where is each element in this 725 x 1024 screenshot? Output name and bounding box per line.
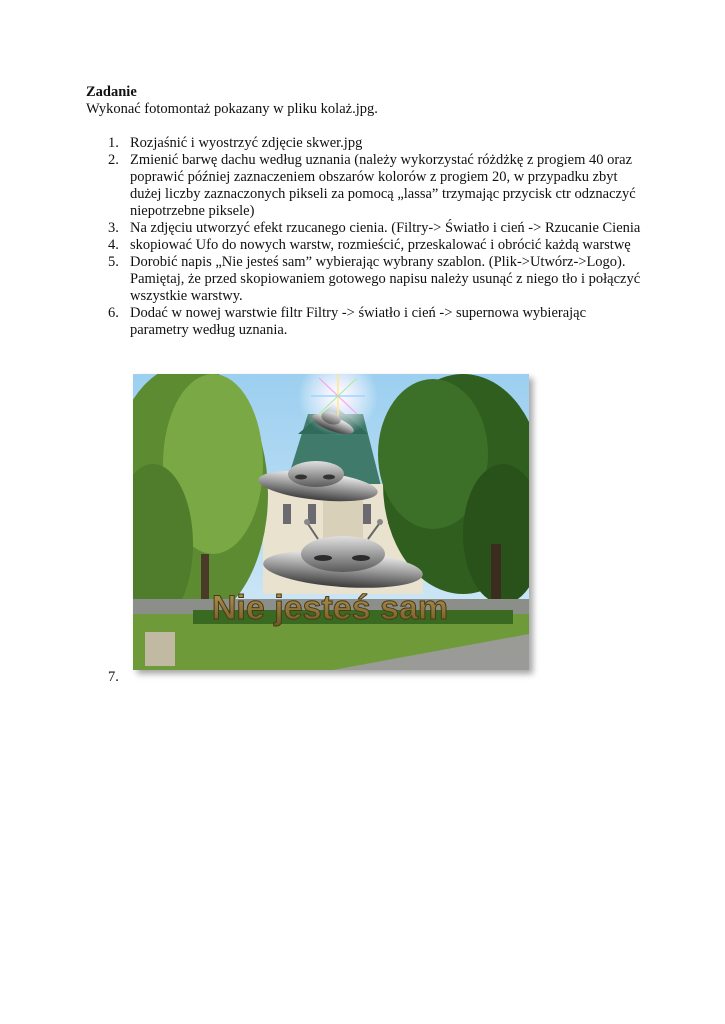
list-item	[86, 135, 646, 152]
item-text: Na zdjęciu utworzyć efekt rzucanego cienia. (Filtry-> Światło i cień -> Rzucanie Cienia	[130, 220, 641, 236]
list-item	[86, 305, 646, 339]
list-item	[86, 220, 646, 237]
collage-caption: Nie jesteś sam	[211, 589, 449, 627]
list-item	[86, 152, 646, 220]
item-text: Dodać w nowej warstwie filtr Filtry -> światło i cień -> supernowa wybierając parametry według uznania.	[130, 305, 587, 338]
item-text: skopiować Ufo do nowych warstw, rozmieścić, przeskalować i obrócić każdą warstwę	[130, 237, 631, 253]
intro-text: Wykonać fotomontaż pokazany w pliku kolaż.jpg.	[86, 101, 378, 117]
item-text: Zmienić barwę dachu według uznania (należy wykorzystać różdżkę z progiem 40 oraz poprawić później zaznaczeniem obszarów kolorów z progiem 20, w przypadku zbyt dużej liczby zaznaczonych pikseli za pomocą „lassa” trzymając przycisk ctr odznaczyć niepotrzebne piksele)	[130, 152, 636, 219]
item-number: 6.	[108, 305, 119, 321]
item-number: 5.	[108, 254, 119, 270]
item-number: 1.	[108, 135, 119, 151]
item-number: 2.	[108, 152, 119, 168]
collage-image	[133, 374, 529, 670]
item-number: 3.	[108, 220, 119, 236]
item-text: Rozjaśnić i wyostrzyć zdjęcie skwer.jpg	[130, 135, 363, 151]
item-number: 4.	[108, 237, 119, 253]
list-item-number-7: 7.	[108, 669, 119, 685]
item-text: Dorobić napis „Nie jesteś sam” wybierając wybrany szablon. (Plik->Utwórz->Logo). Pamiętaj, że przed skopiowaniem gotowego napisu należy usunąć z niego tło i połączyć wszystkie warstwy.	[130, 254, 641, 304]
list-item	[86, 237, 646, 254]
task-list	[86, 135, 646, 339]
list-item	[86, 254, 646, 305]
heading: Zadanie	[86, 84, 137, 100]
